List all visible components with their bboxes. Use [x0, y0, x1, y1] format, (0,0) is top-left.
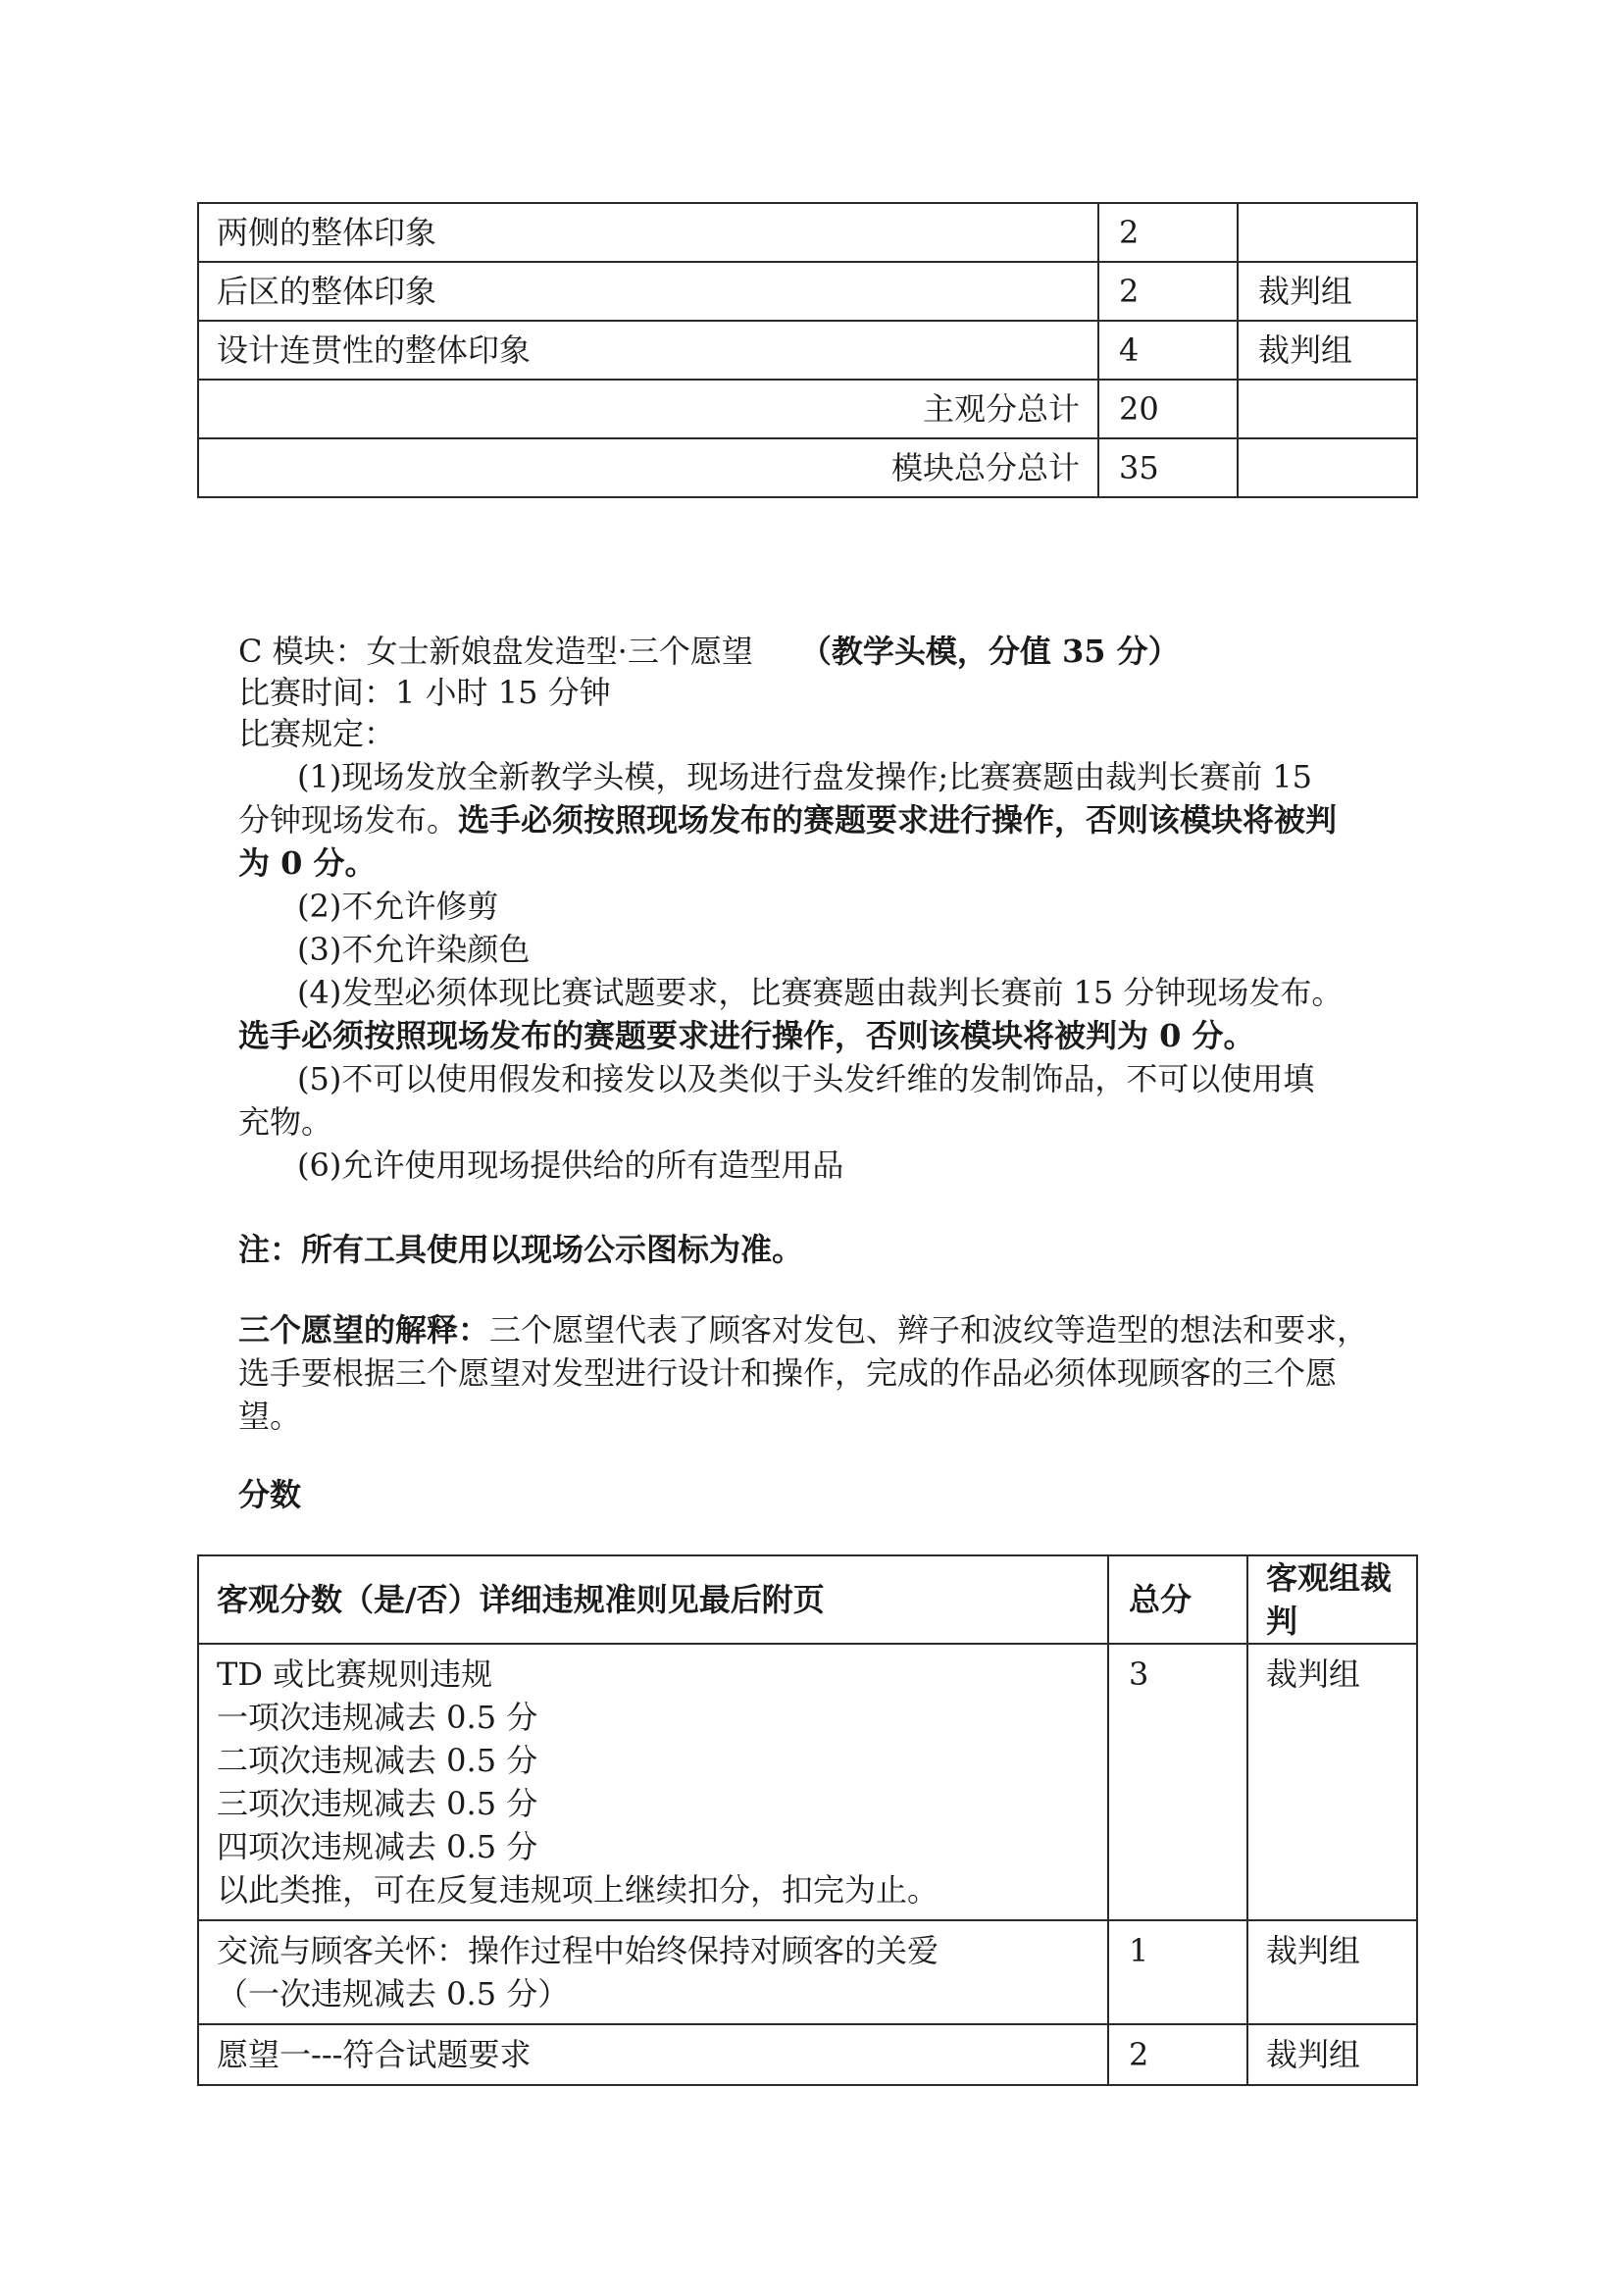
criteria-line: 三项次违规减去 0.5 分 — [217, 1785, 538, 1822]
rule-1-line-b — [238, 798, 1381, 841]
criteria-cell — [198, 2024, 1108, 2085]
table-row — [198, 321, 1417, 380]
module-title-line — [238, 630, 1381, 673]
score-table-objective — [197, 1554, 1418, 2086]
rule-1-bold: 选手必须按照现场发布的赛题要求进行操作，否则该模块将被判 — [458, 801, 1338, 839]
score-cell: 2 — [1108, 2024, 1247, 2085]
criteria-line: 一项次违规减去 0.5 分 — [217, 1699, 538, 1736]
criteria-line: 以此类推，可在反复违规项上继续扣分，扣完为止。 — [217, 1871, 939, 1909]
rules-heading: 比赛规定： — [238, 715, 396, 752]
score-cell: 3 — [1108, 1644, 1247, 1920]
subtotal-row — [198, 380, 1417, 438]
header-total: 总分 — [1108, 1555, 1247, 1644]
rule-4-line-a: (4)发型必须体现比赛试题要求，比赛赛题由裁判长赛前 15 分钟现场发布。 — [297, 974, 1344, 1011]
table-row — [198, 262, 1417, 321]
tools-note: 注：所有工具使用以现场公示图标为准。 — [238, 1231, 804, 1268]
score-cell: 1 — [1108, 1920, 1247, 2024]
table-row — [198, 1644, 1417, 1920]
table-row — [198, 203, 1417, 262]
criteria-line: （一次违规减去 0.5 分） — [217, 1975, 570, 2012]
wishes-line-b: 选手要根据三个愿望对发型进行设计和操作，完成的作品必须体现顾客的三个愿 — [238, 1354, 1338, 1392]
judge-cell: 裁判组 — [1247, 1920, 1417, 2024]
module-title-note: （教学头模，分值 35 分） — [799, 633, 1180, 670]
subtotal-label: 主观分总计 — [198, 380, 1098, 438]
table-row — [198, 1920, 1417, 2024]
score-cell: 4 — [1098, 321, 1238, 380]
criteria-line: 愿望一---符合试题要求 — [217, 2036, 532, 2073]
total-row — [198, 438, 1417, 497]
empty-cell — [1238, 380, 1417, 438]
judge-cell: 裁判组 — [1247, 1644, 1417, 1920]
wishes-line-c: 望。 — [238, 1398, 302, 1435]
item-cell: 后区的整体印象 — [198, 262, 1098, 321]
rule-3: (3)不允许染颜色 — [297, 931, 531, 968]
rule-6: (6)允许使用现场提供给的所有造型用品 — [297, 1146, 844, 1184]
wishes-text-a: 三个愿望代表了顾客对发包、辫子和波纹等造型的想法和要求， — [489, 1311, 1369, 1349]
rule-5-line-b: 充物。 — [238, 1103, 333, 1141]
rule-1-line-a: (1)现场发放全新教学头模，现场进行盘发操作;比赛赛题由裁判长赛前 15 — [297, 758, 1313, 795]
item-cell: 设计连贯性的整体印象 — [198, 321, 1098, 380]
header-criteria: 客观分数（是/否）详细违规准则见最后附页 — [198, 1555, 1108, 1644]
table-header-row — [198, 1555, 1417, 1644]
criteria-line: 二项次违规减去 0.5 分 — [217, 1742, 538, 1779]
competition-time: 比赛时间：1 小时 15 分钟 — [238, 674, 611, 711]
judge-cell — [1238, 203, 1417, 262]
judge-cell: 裁判组 — [1247, 2024, 1417, 2085]
total-label: 模块总分总计 — [198, 438, 1098, 497]
item-cell: 两侧的整体印象 — [198, 203, 1098, 262]
criteria-line: TD 或比赛规则违规 — [217, 1655, 493, 1693]
rule-5-line-a: (5)不可以使用假发和接发以及类似于头发纤维的发制饰品，不可以使用填 — [297, 1060, 1315, 1097]
criteria-line: 交流与顾客关怀：操作过程中始终保持对顾客的关爱 — [217, 1932, 939, 1969]
rule-1-plain: 分钟现场发布。 — [238, 801, 459, 839]
wishes-label: 三个愿望的解释： — [238, 1311, 490, 1349]
criteria-cell — [198, 1920, 1108, 2024]
criteria-cell — [198, 1644, 1108, 1920]
criteria-line: 四项次违规减去 0.5 分 — [217, 1828, 538, 1865]
subtotal-value: 20 — [1098, 380, 1238, 438]
header-judge: 客观组裁判 — [1247, 1555, 1417, 1644]
score-cell: 2 — [1098, 262, 1238, 321]
judge-cell: 裁判组 — [1238, 321, 1417, 380]
module-title: C 模块：女士新娘盘发造型·三个愿望 — [238, 633, 753, 670]
rule-4-line-b: 选手必须按照现场发布的赛题要求进行操作，否则该模块将被判为 0 分。 — [238, 1017, 1255, 1054]
rule-2: (2)不允许修剪 — [297, 888, 499, 925]
score-table-subjective — [197, 202, 1418, 498]
score-cell: 2 — [1098, 203, 1238, 262]
judge-cell: 裁判组 — [1238, 262, 1417, 321]
total-value: 35 — [1098, 438, 1238, 497]
table-row — [198, 2024, 1417, 2085]
rule-1-line-c: 为 0 分。 — [238, 844, 377, 882]
wishes-line-a — [238, 1308, 1381, 1351]
empty-cell — [1238, 438, 1417, 497]
score-heading: 分数 — [238, 1476, 302, 1513]
